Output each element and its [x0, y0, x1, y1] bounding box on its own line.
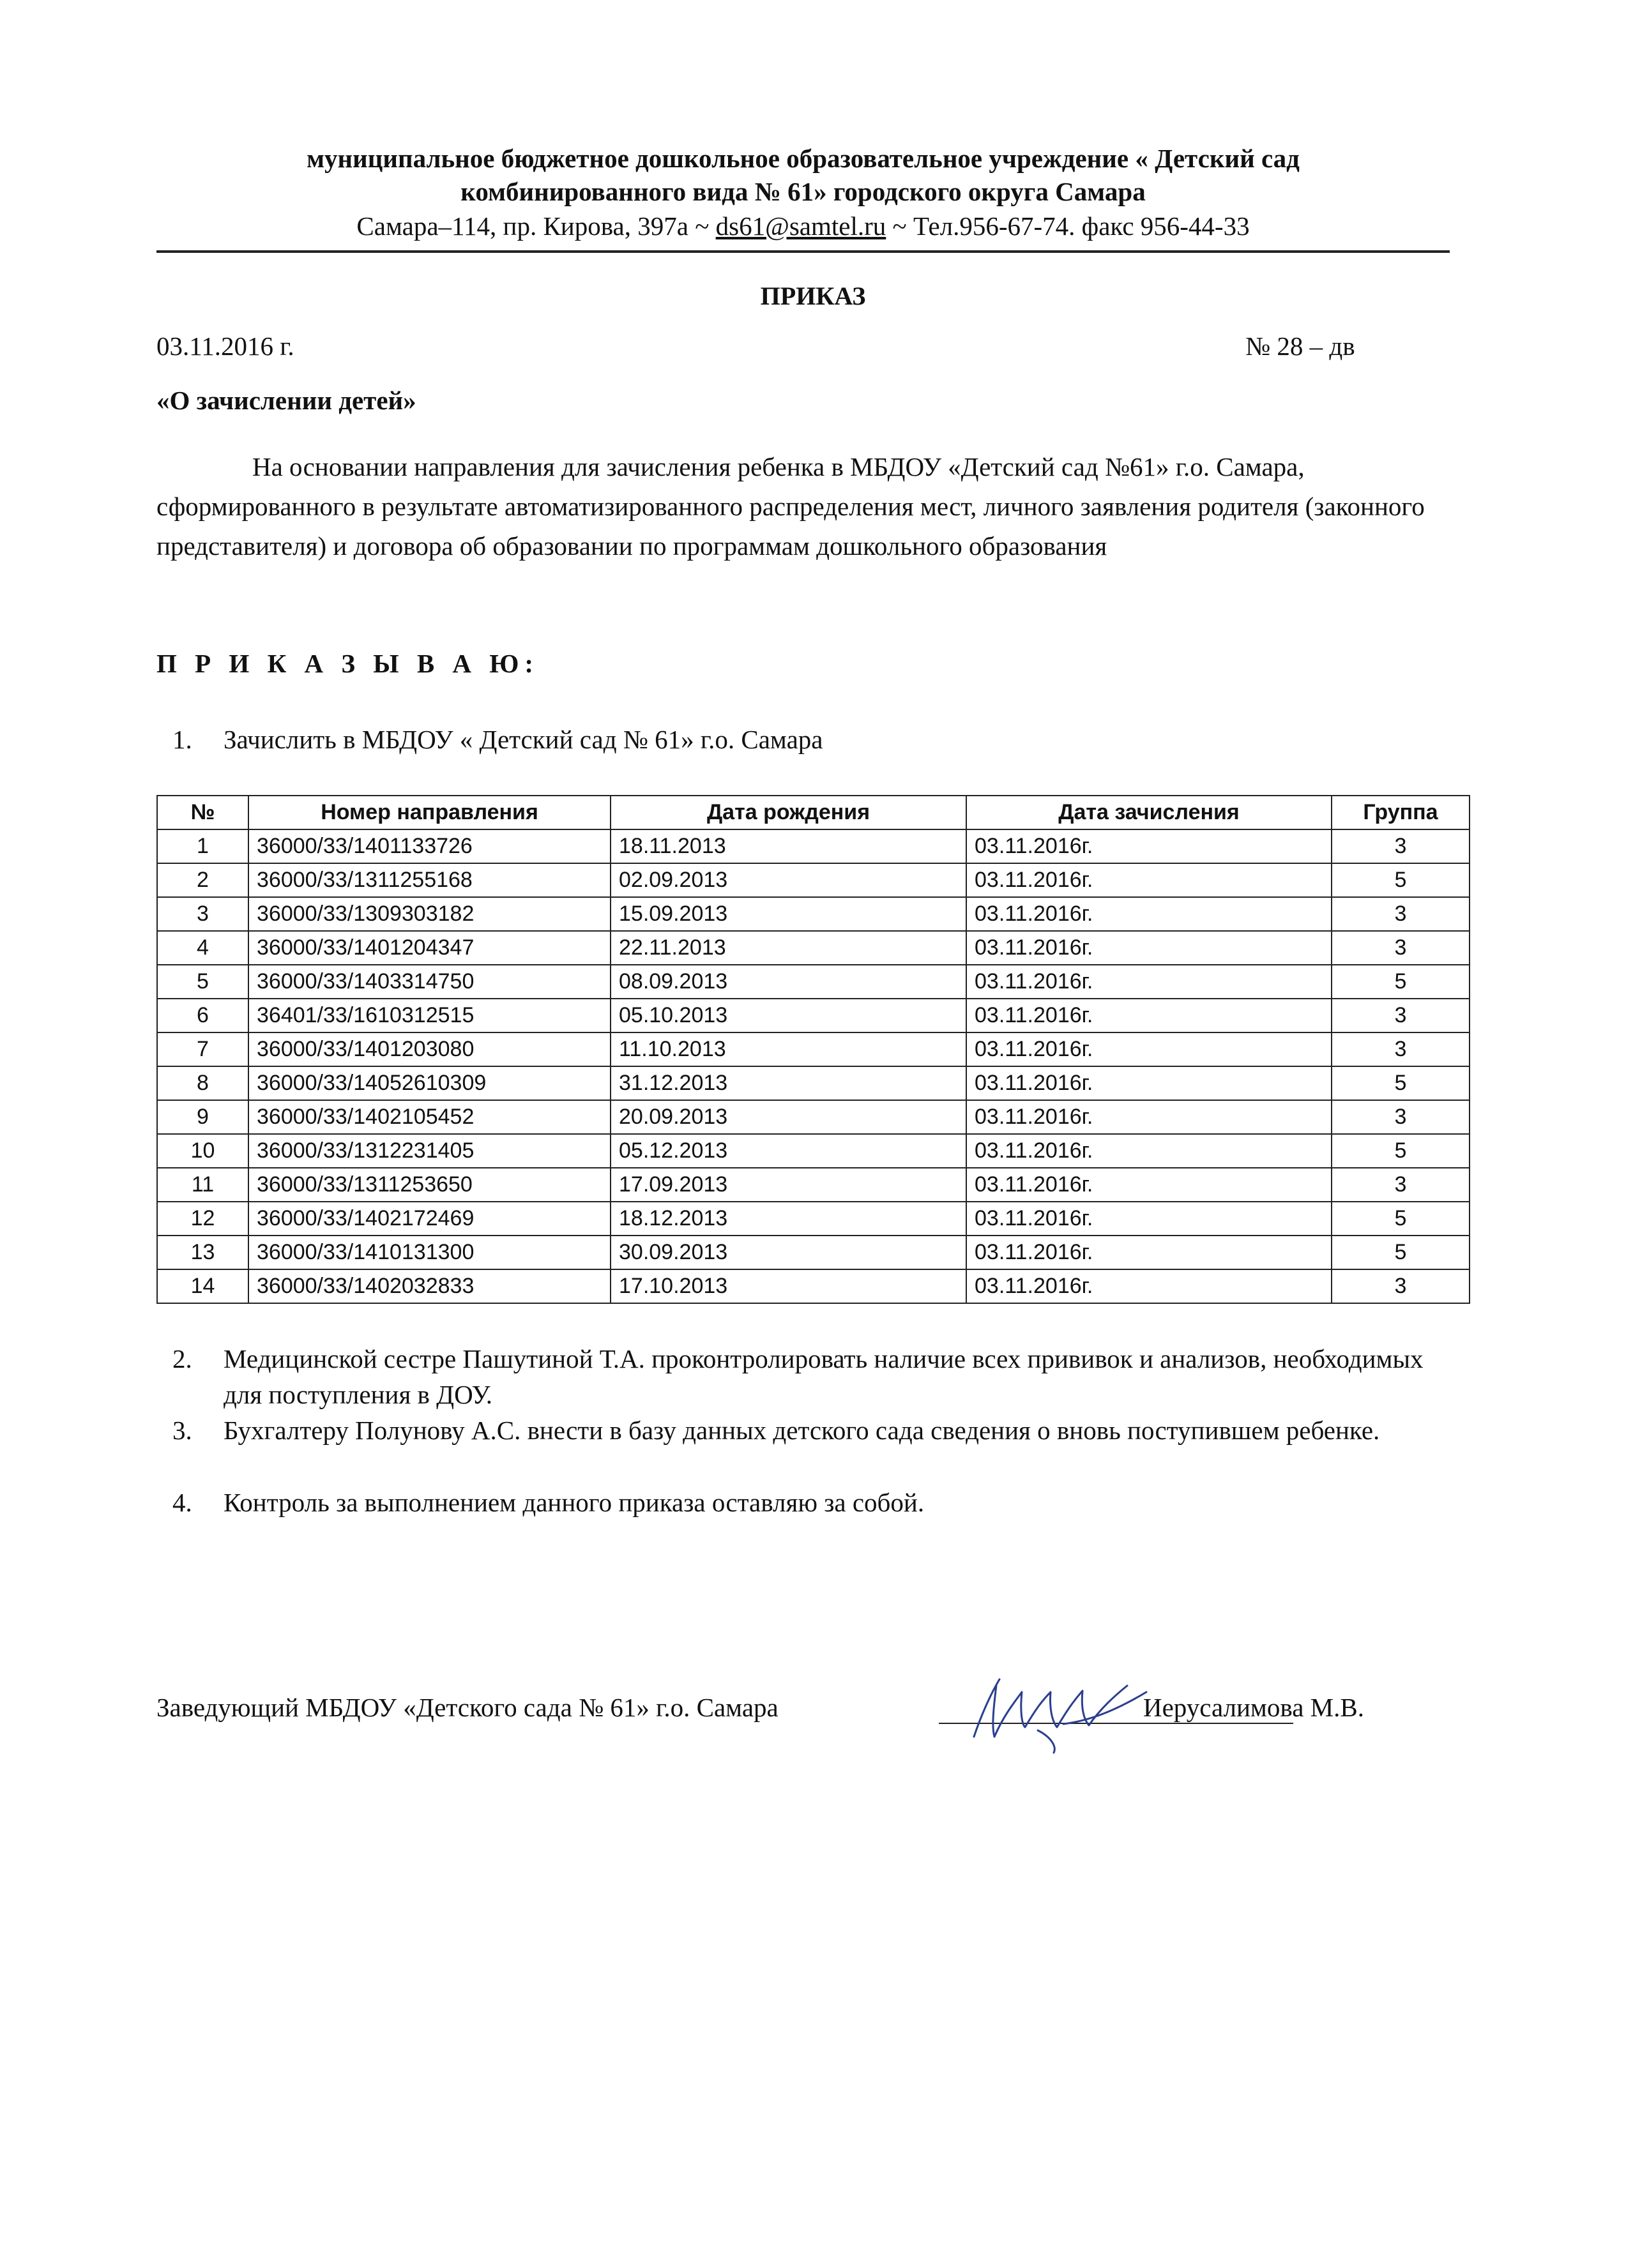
column-header-referral: Номер направления — [248, 796, 611, 829]
referral-number-cell: 36000/33/1401203080 — [248, 1032, 611, 1066]
group-cell: 5 — [1332, 1236, 1470, 1269]
table-row — [157, 931, 1470, 965]
referral-number-cell: 36000/33/1401133726 — [248, 829, 611, 863]
enroll-date-cell: 03.11.2016г. — [966, 1066, 1332, 1100]
table-row — [157, 999, 1470, 1032]
enroll-date-cell: 03.11.2016г. — [966, 1202, 1332, 1236]
signatory-position: Заведующий МБДОУ «Детского сада № 61» г.о. Самара — [156, 1693, 779, 1722]
row-number-cell: 10 — [157, 1134, 248, 1168]
birth-date-cell: 20.09.2013 — [611, 1100, 966, 1134]
enroll-date-cell: 03.11.2016г. — [966, 829, 1332, 863]
referral-number-cell: 36000/33/1312231405 — [248, 1134, 611, 1168]
birth-date-cell: 31.12.2013 — [611, 1066, 966, 1100]
birth-date-cell: 17.10.2013 — [611, 1269, 966, 1303]
table-row — [157, 897, 1470, 931]
row-number-cell: 12 — [157, 1202, 248, 1236]
table-row — [157, 1100, 1470, 1134]
row-number-cell: 14 — [157, 1269, 248, 1303]
table-row — [157, 1066, 1470, 1100]
signature-block — [156, 1692, 1472, 1756]
birth-date-cell: 30.09.2013 — [611, 1236, 966, 1269]
list-item-text: Медицинской сестре Пашутиной Т.А. проконтролировать наличие всех прививок и анализов, необходимых для поступления в ДОУ. — [224, 1344, 1424, 1409]
referral-number-cell: 36000/33/1402172469 — [248, 1202, 611, 1236]
birth-date-cell: 02.09.2013 — [611, 863, 966, 897]
referral-number-cell: 36000/33/1401204347 — [248, 931, 611, 965]
enroll-date-cell: 03.11.2016г. — [966, 1236, 1332, 1269]
group-cell: 5 — [1332, 1202, 1470, 1236]
table-row — [157, 1269, 1470, 1303]
order-heading: П Р И К А З Ы В А Ю: — [156, 649, 540, 678]
group-cell: 3 — [1332, 1100, 1470, 1134]
birth-date-cell: 05.12.2013 — [611, 1134, 966, 1168]
birth-date-cell: 05.10.2013 — [611, 999, 966, 1032]
table-row — [157, 863, 1470, 897]
org-address: Самара–114, пр. Кирова, 397а ~ — [356, 211, 716, 241]
birth-date-cell: 17.09.2013 — [611, 1168, 966, 1202]
document-title: ПРИКАЗ — [760, 282, 866, 310]
group-cell: 3 — [1332, 897, 1470, 931]
referral-number-cell: 36000/33/1402105452 — [248, 1100, 611, 1134]
row-number-cell: 7 — [157, 1032, 248, 1066]
group-cell: 3 — [1332, 1269, 1470, 1303]
birth-date-cell: 18.12.2013 — [611, 1202, 966, 1236]
group-cell: 3 — [1332, 1032, 1470, 1066]
referral-number-cell: 36401/33/1610312515 — [248, 999, 611, 1032]
row-number-cell: 11 — [157, 1168, 248, 1202]
row-number-cell: 4 — [157, 931, 248, 965]
enroll-date-cell: 03.11.2016г. — [966, 931, 1332, 965]
table-row — [157, 829, 1470, 863]
org-phone-fax: ~ Тел.956-67-74. факс 956-44-33 — [886, 211, 1250, 241]
group-cell: 3 — [1332, 1168, 1470, 1202]
handwritten-signature — [961, 1667, 1153, 1756]
enroll-date-cell: 03.11.2016г. — [966, 863, 1332, 897]
basis-paragraph: На основании направления для зачисления ребенка в МБДОУ «Детский сад №61» г.о. Самара, сформированного в результате автоматизированного распределения мест, личного заявления родителя (законного представителя) и договора об образовании по программам дошкольного образования — [156, 452, 1425, 561]
letterhead-rule — [156, 250, 1450, 253]
row-number-cell: 3 — [157, 897, 248, 931]
row-number-cell: 8 — [157, 1066, 248, 1100]
group-cell: 3 — [1332, 829, 1470, 863]
enroll-date-cell: 03.11.2016г. — [966, 897, 1332, 931]
table-header-row — [157, 796, 1470, 829]
enroll-date-cell: 03.11.2016г. — [966, 999, 1332, 1032]
birth-date-cell: 15.09.2013 — [611, 897, 966, 931]
list-item-text: Контроль за выполнением данного приказа оставляю за собой. — [224, 1488, 925, 1517]
org-contacts — [156, 208, 1450, 244]
group-cell: 5 — [1332, 1134, 1470, 1168]
table-row — [157, 1168, 1470, 1202]
table-row — [157, 1202, 1470, 1236]
table-row — [157, 1032, 1470, 1066]
table-row — [157, 965, 1470, 999]
referral-number-cell: 36000/33/1402032833 — [248, 1269, 611, 1303]
group-cell: 5 — [1332, 863, 1470, 897]
enroll-date-cell: 03.11.2016г. — [966, 1134, 1332, 1168]
referral-number-cell: 36000/33/1410131300 — [248, 1236, 611, 1269]
enroll-date-cell: 03.11.2016г. — [966, 1100, 1332, 1134]
group-cell: 5 — [1332, 1066, 1470, 1100]
birth-date-cell: 11.10.2013 — [611, 1032, 966, 1066]
row-number-cell: 1 — [157, 829, 248, 863]
referral-number-cell: 36000/33/1309303182 — [248, 897, 611, 931]
group-cell: 3 — [1332, 999, 1470, 1032]
list-item-number: 3. — [172, 1416, 192, 1445]
birth-date-cell: 22.11.2013 — [611, 931, 966, 965]
column-header-number: № — [157, 796, 248, 829]
org-email: ds61@samtel.ru — [715, 211, 886, 241]
signatory-name: Иерусалимова М.В. — [1143, 1693, 1364, 1722]
column-header-enroll-date: Дата зачисления — [966, 796, 1332, 829]
column-header-birth-date: Дата рождения — [611, 796, 966, 829]
row-number-cell: 5 — [157, 965, 248, 999]
birth-date-cell: 08.09.2013 — [611, 965, 966, 999]
referral-number-cell: 36000/33/1403314750 — [248, 965, 611, 999]
list-item-number: 4. — [172, 1488, 192, 1517]
list-item-number: 2. — [172, 1344, 192, 1373]
row-number-cell: 9 — [157, 1100, 248, 1134]
row-number-cell: 2 — [157, 863, 248, 897]
document-number: № 28 – дв — [1245, 331, 1355, 361]
org-name-line2: комбинированного вида № 61» городского округа Самара — [460, 177, 1146, 206]
enroll-date-cell: 03.11.2016г. — [966, 965, 1332, 999]
group-cell: 5 — [1332, 965, 1470, 999]
list-item-number: 1. — [172, 725, 192, 754]
enroll-date-cell: 03.11.2016г. — [966, 1168, 1332, 1202]
org-name-line1: муниципальное бюджетное дошкольное образовательное учреждение « Детский сад — [307, 144, 1300, 173]
table-row — [157, 1236, 1470, 1269]
enroll-date-cell: 03.11.2016г. — [966, 1269, 1332, 1303]
list-item-text: Зачислить в МБДОУ « Детский сад № 61» г.о. Самара — [224, 725, 823, 754]
referral-number-cell: 36000/33/1311255168 — [248, 863, 611, 897]
column-header-group: Группа — [1332, 796, 1470, 829]
group-cell: 3 — [1332, 931, 1470, 965]
document-subject: «О зачислении детей» — [156, 386, 416, 415]
letterhead — [156, 142, 1450, 244]
birth-date-cell: 18.11.2013 — [611, 829, 966, 863]
row-number-cell: 6 — [157, 999, 248, 1032]
list-item-text: Бухгалтеру Полунову А.С. внести в базу данных детского сада сведения о вновь поступившем ребенке. — [224, 1416, 1380, 1445]
row-number-cell: 13 — [157, 1236, 248, 1269]
referral-number-cell: 36000/33/14052610309 — [248, 1066, 611, 1100]
enrollment-table — [156, 795, 1470, 1304]
document-date: 03.11.2016 г. — [156, 331, 294, 361]
table-row — [157, 1134, 1470, 1168]
table-body — [157, 829, 1470, 1303]
referral-number-cell: 36000/33/1311253650 — [248, 1168, 611, 1202]
enroll-date-cell: 03.11.2016г. — [966, 1032, 1332, 1066]
